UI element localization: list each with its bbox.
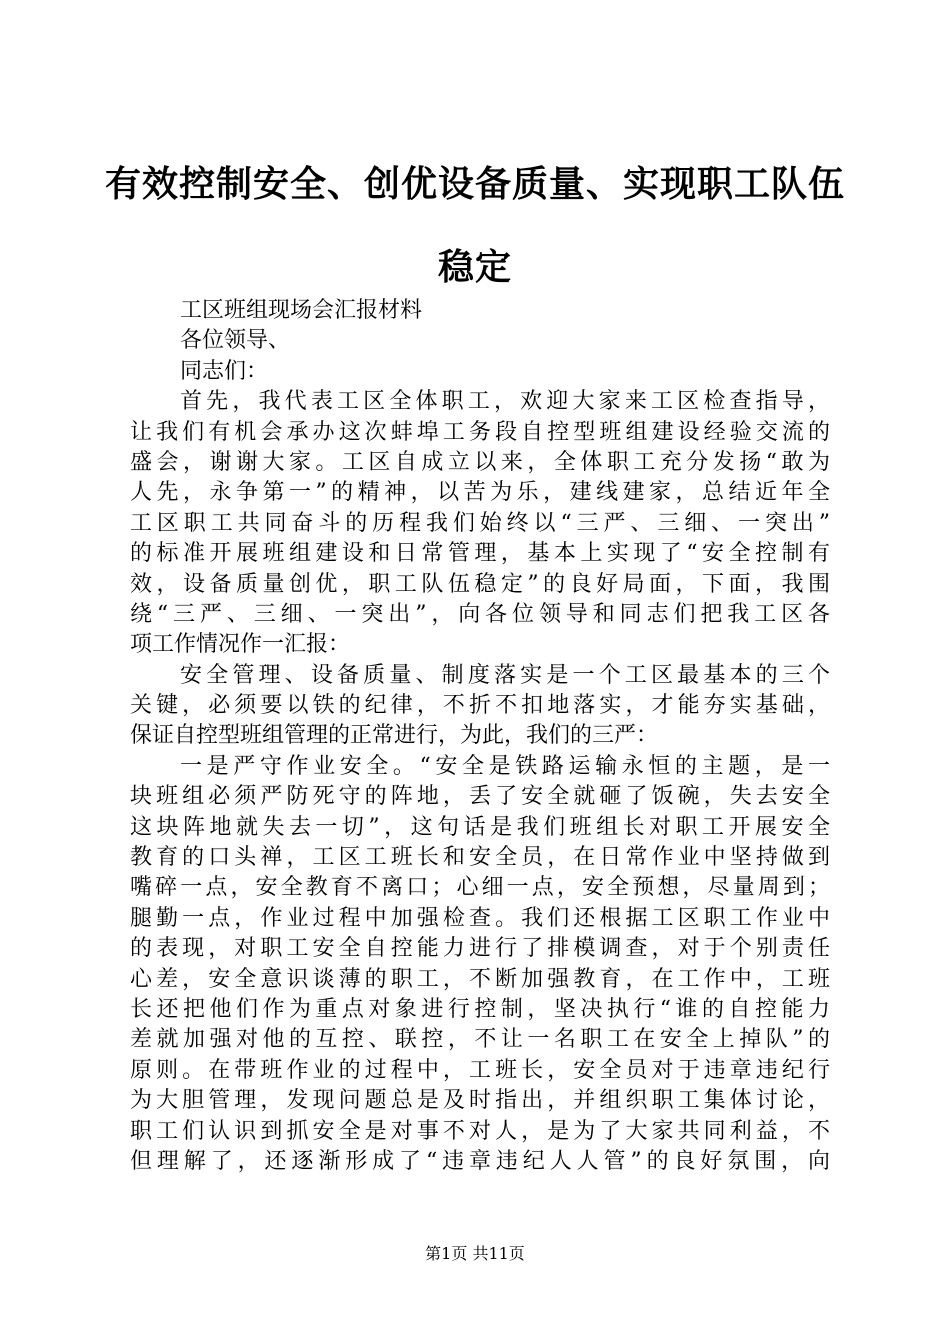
body-text-line: 职工们认识到抓安全是对事不对人，是为了大家共同利益，不 bbox=[130, 1118, 830, 1144]
body-text-line: 为大胆管理，发现问题总是及时指出，并组织职工集体讨论， bbox=[130, 1088, 830, 1114]
body-text-line: 同志们： bbox=[180, 358, 269, 384]
document-title-line-1: 有效控制安全、创优设备质量、实现职工队伍 bbox=[104, 163, 845, 205]
body-text-line: 心差，安全意识谈薄的职工，不断加强教育，在工作中，工班 bbox=[130, 966, 830, 992]
body-text-line: 工区班组现场会汇报材料 bbox=[180, 298, 423, 323]
body-text-line: 但理解了，还逐渐形成了“违章违纪人人管”的良好氛围，向 bbox=[130, 1148, 830, 1174]
body-text-line: 教育的口头禅，工区工班长和安全员，在日常作业中坚持做到 bbox=[130, 845, 830, 871]
body-text-line: 工区职工共同奋斗的历程我们始终以“三严、三细、一突出” bbox=[130, 510, 830, 536]
page-number-footer: 第1页 共11页 bbox=[425, 1244, 525, 1263]
body-text-line: 绕“三严、三细、一突出”，向各位领导和同志们把我工区各 bbox=[130, 601, 830, 627]
body-text-line: 一是严守作业安全。“安全是铁路运输永恒的主题，是一 bbox=[180, 753, 830, 779]
body-text-line: 盛会，谢谢大家。工区自成立以来，全体职工充分发扬“敢为 bbox=[130, 449, 830, 475]
body-text-line: 各位领导、 bbox=[180, 328, 291, 354]
body-text-line: 效，设备质量创优，职工队伍稳定”的良好局面，下面，我围 bbox=[130, 571, 830, 597]
body-text-line: 这块阵地就失去一切”，这句话是我们班组长对职工开展安全 bbox=[130, 814, 830, 840]
body-text-line: 首先，我代表工区全体职工，欢迎大家来工区检查指导， bbox=[180, 389, 830, 415]
document-title-line-2: 稳定 bbox=[437, 246, 512, 288]
body-text-line: 保证自控型班组管理的正常进行，为此，我们的三严： bbox=[130, 723, 659, 749]
body-text-line: 让我们有机会承办这次蚌埠工务段自控型班组建设经验交流的 bbox=[130, 419, 830, 445]
body-text-line: 块班组必须严防死守的阵地，丢了安全就砸了饭碗，失去安全 bbox=[130, 784, 830, 810]
body-text-line: 项工作情况作一汇报： bbox=[130, 632, 351, 658]
body-text-line: 的表现，对职工安全自控能力进行了排模调查，对于个别责任 bbox=[130, 936, 830, 962]
body-text-line: 人先，永争第一”的精神，以苦为乐，建线建家，总结近年全 bbox=[130, 480, 830, 506]
body-text-line: 安全管理、设备质量、制度落实是一个工区最基本的三个 bbox=[180, 662, 830, 688]
body-text-line: 的标准开展班组建设和日常管理，基本上实现了“安全控制有 bbox=[130, 541, 830, 567]
body-text-line: 腿勤一点，作业过程中加强检查。我们还根据工区职工作业中 bbox=[130, 905, 830, 931]
body-text-line: 差就加强对他的互控、联控，不让一名职工在安全上掉队”的 bbox=[130, 1027, 830, 1053]
body-text-line: 嘴碎一点，安全教育不离口；心细一点，安全预想，尽量周到； bbox=[130, 875, 830, 901]
body-text-line: 原则。在带班作业的过程中，工班长，安全员对于违章违纪行 bbox=[130, 1057, 830, 1083]
document-body bbox=[130, 296, 830, 1177]
body-text-line: 关键，必须要以铁的纪律，不折不扣地落实，才能夯实基础， bbox=[130, 693, 830, 719]
body-text-line: 长还把他们作为重点对象进行控制，坚决执行“谁的自控能力 bbox=[130, 996, 830, 1022]
